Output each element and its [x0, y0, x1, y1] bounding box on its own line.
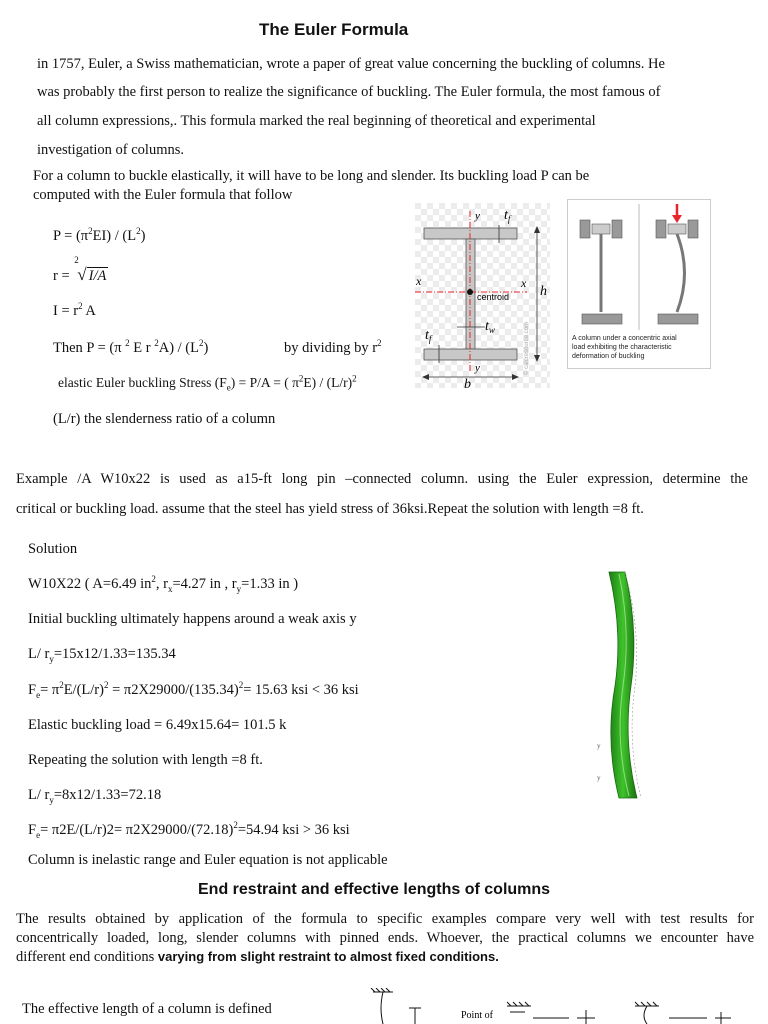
conclusion: Column is inelastic range and Euler equation is not applicable [28, 852, 388, 868]
intro-line-3: all column expressions,. This formula marked the real beginning of theoretical and experimental [37, 113, 596, 129]
watermark: © calcresource.com [524, 321, 530, 375]
label-centroid: centroid [477, 292, 510, 302]
left-top-support-r [612, 220, 622, 238]
example-line-1: Example /A W10x22 is used as a15-ft long pin –connected column. using the Euler expression, determine the [16, 471, 748, 487]
caption-line-2: load exhibiting the characteristic [572, 344, 672, 352]
sketch-2 [507, 1002, 595, 1024]
end-condition-sketches [365, 988, 735, 1024]
label-x-left: x [416, 274, 422, 288]
buckled-column-figure [595, 570, 655, 802]
right-buckled-column [677, 234, 685, 312]
label-x-right: x [521, 276, 527, 290]
section2-line-2: concentrically loaded, long, slender columns with pinned ends. Whoever, the practical columns we encounter have [16, 930, 754, 946]
intro-line-2: was probably the first person to realize the significance of buckling. The Euler formula, the most famous of [37, 84, 661, 100]
repeat-note: Repeating the solution with length =8 ft. [28, 752, 263, 768]
fe-calc-2: $F_e= \pi 2E/(L/r)2= \pi 2X29000/(72.18)^2=54.94$ ksi > 36 ksi [28, 820, 350, 840]
sketch-3 [635, 1002, 731, 1024]
right-top-pin [668, 224, 686, 234]
elastic-load: Elastic buckling load = 6.49x15.64= 101.5 k [28, 717, 287, 733]
label-b: b [464, 377, 471, 388]
centroid-dot [467, 289, 473, 295]
buckling-diagram [568, 200, 710, 332]
buckling-figure [567, 199, 711, 369]
buckling-caption [572, 334, 677, 361]
section2-heading: End restraint and effective lengths of columns [198, 881, 551, 898]
section-properties: W10X22 ( A=6.49 $in^2$, $r_x=4.27$ in , $r_y=1.33$ in ) [28, 574, 299, 594]
label-tw: $t_w$ [485, 319, 495, 335]
then-formula: Then P = (π $^2$ E r $^2A) / (L^2)$ [53, 338, 209, 356]
label-tf-bottom: $t_f$ [425, 328, 432, 344]
label-y-top: y [475, 210, 480, 222]
caption-line-3: deformation of buckling [572, 353, 645, 361]
right-top-support-r [688, 220, 698, 238]
right-top-support-l [656, 220, 666, 238]
example-line-2: critical or buckling load. assume that the steel has yield stress of 36ksi.Repeat the solution with length =8 ft. [16, 501, 644, 517]
effective-length-text: The effective length of a column is defined [22, 1001, 272, 1017]
buckled-column-3d [595, 570, 655, 802]
column-label-2: y [597, 774, 601, 782]
section2-line-1: The results obtained by application of the formula to specific examples compare very well with test results for [16, 911, 754, 927]
stress-formula: elastic Euler buckling Stress $(F_e) = P/A$ = ( $\pi^2E) / (L/r)^2$ [58, 373, 357, 393]
slenderness-note: (L/r) the slenderness ratio of a column [53, 411, 276, 427]
left-top-pin [592, 224, 610, 234]
solution-heading: Solution [28, 541, 78, 557]
column-label-1: y [597, 742, 601, 750]
point-of-label: Point of [461, 1010, 493, 1021]
caption-line-1: A column under a concentric axial [572, 335, 677, 342]
dividing-note: by dividing by $r^2$ [284, 338, 382, 356]
para2-line-2: computed with the Euler formula that follow [33, 187, 293, 203]
label-y-bottom: y [475, 362, 480, 374]
i-formula: $I = r^2$ A [53, 301, 96, 319]
left-base [582, 314, 622, 324]
section2-line-3: different end conditions varying from slight restraint to almost fixed conditions. [16, 949, 499, 965]
sketch-1 [371, 988, 421, 1024]
intro-line-4: investigation of columns. [37, 142, 184, 158]
ibeam-section-figure [415, 203, 550, 388]
label-h: h [540, 284, 547, 299]
slenderness-calc-1: L/ $r_y=15x12/1.33=135.34$ [28, 646, 176, 664]
ibeam-diagram [415, 203, 550, 388]
left-top-support-l [580, 220, 590, 238]
p-formula: $P = (\pi^2EI) / (L^2)$ [53, 226, 146, 244]
effective-length-diagrams [365, 988, 735, 1024]
load-arrow-head [672, 215, 682, 223]
right-base [658, 314, 698, 324]
page-title: The Euler Formula [259, 20, 409, 39]
slenderness-calc-2: L/ $r_y=8x12/1.33=72.18$ [28, 787, 162, 805]
r-formula: r = 2 √ I/A [53, 255, 107, 284]
weak-axis-note: Initial buckling ultimately happens around a weak axis y [28, 611, 357, 627]
para2-line-1: For a column to buckle elastically, it will have to be long and slender. Its buckling load P can be [33, 168, 590, 184]
fe-calc-1: $F_e= \pi^2E/(L/r)^2 = \pi 2X29000/(135.34)^2= 15.63$ ksi < 36 ksi [28, 680, 359, 700]
intro-line-1: in 1757, Euler, a Swiss mathematician, wrote a paper of great value concerning the buckling of columns. He [37, 56, 665, 72]
label-tf-top: $t_f$ [504, 208, 511, 224]
